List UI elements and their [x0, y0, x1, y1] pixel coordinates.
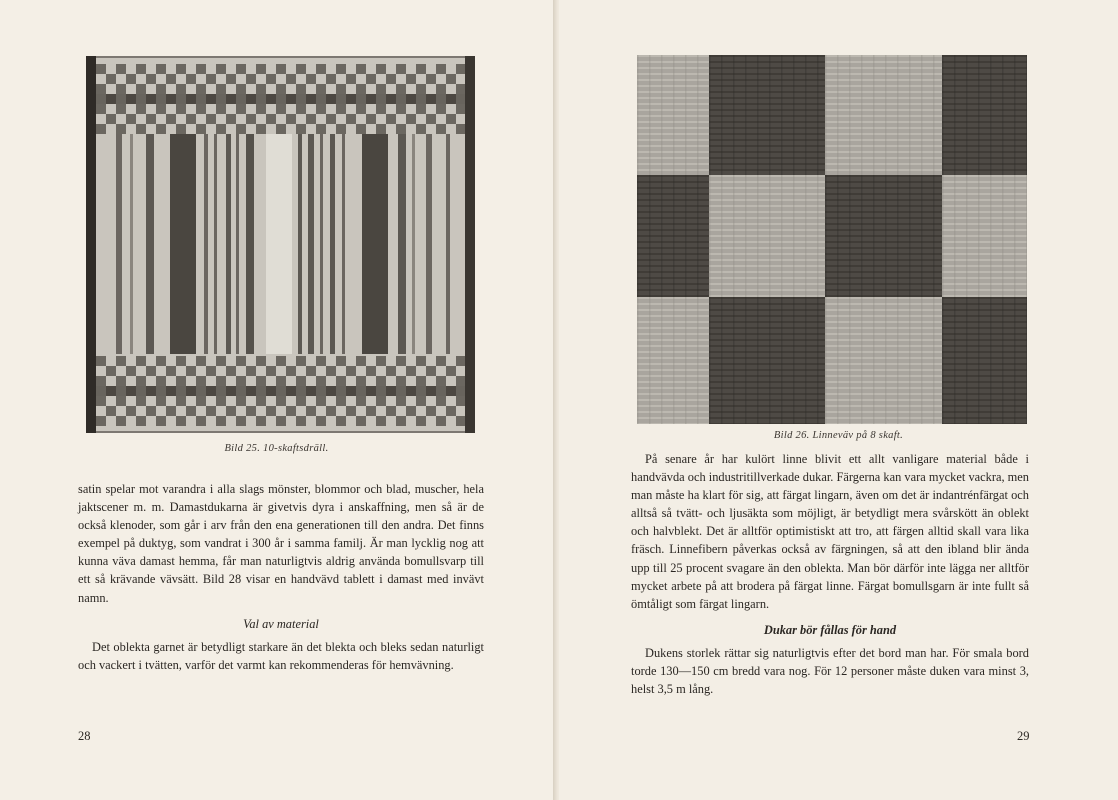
left-paragraph-2: Det oblekta garnet är betydligt starkare än det blekta och bleks sedan naturligt och vackert i tvätten, varför det varmt kan rekommenderas för hemvävning. [78, 639, 484, 672]
right-paragraph-1: På senare år har kulört linne blivit ett allt vanligare material både i handvävda och industritillverkade dukar. Färgerna kan vara mycket vackra, men man måste ha klart för sig, att färgat lingarn, även om det är indantrénfärgat och alltså så tvätt- och ljusäkta som möjligt, är betydligt mera svårskött än oblekt och halvblekt. Det är alltför optimistiskt att tro, att färgen alltid skall vara lika fräsch. Linnefibern påverkas också av färgningen, så att den ibland blir ända upp till 25 procent svagare än den oblekta. Man bör därför inte lägga ner alltför mycket arbete på att brodera på färgat linne. Färgat bomullsgarn är inte fullt så ömtåligt som färgat lingarn. [631, 452, 1029, 611]
left-body-text [78, 480, 484, 674]
right-page-number: 29 [1017, 729, 1030, 743]
figure-25-caption: Bild 25. 10-skaftsdräll. [224, 443, 329, 454]
figure-26-caption: Bild 26. Linneväv på 8 skaft. [773, 430, 904, 441]
left-page [0, 0, 553, 800]
right-page [559, 0, 1118, 800]
right-body-text [631, 450, 1029, 698]
weave-pattern-10-shaft-illustration [86, 56, 475, 433]
left-paragraph-1: satin spelar mot varandra i alla slags mönster, blommor och blad, muscher, hela jaktscener m. m. Damastdukarna är givetvis dyra i anskaffning, men så är de också klenoder, som går i arv från den ena generationen till den andra. Det finns exempel på duktyg, som vandrat i 300 år i samma familj. Är man lycklig nog att kunna väva damast hemma, får man naturligtvis aldrig använda bomullsvarp till ett så krävande vävsätt. Bild 28 visar en handvävd tablett i damast med invävt namn. [78, 482, 484, 605]
figure-25-photo [86, 56, 475, 433]
right-section-heading: Dukar bör fållas för hand [763, 622, 897, 637]
figure-26-photo [637, 55, 1027, 424]
linen-weave-8-shaft-illustration [637, 55, 1027, 424]
left-page-number: 28 [78, 729, 91, 743]
left-section-heading: Val av material [243, 616, 319, 631]
right-paragraph-2: Dukens storlek rättar sig naturligtvis efter det bord man har. För smala bord torde 130—150 cm bredd vara nog. För 12 personer måste duken vara minst 3, helst 3,5 m lång. [631, 645, 1029, 697]
